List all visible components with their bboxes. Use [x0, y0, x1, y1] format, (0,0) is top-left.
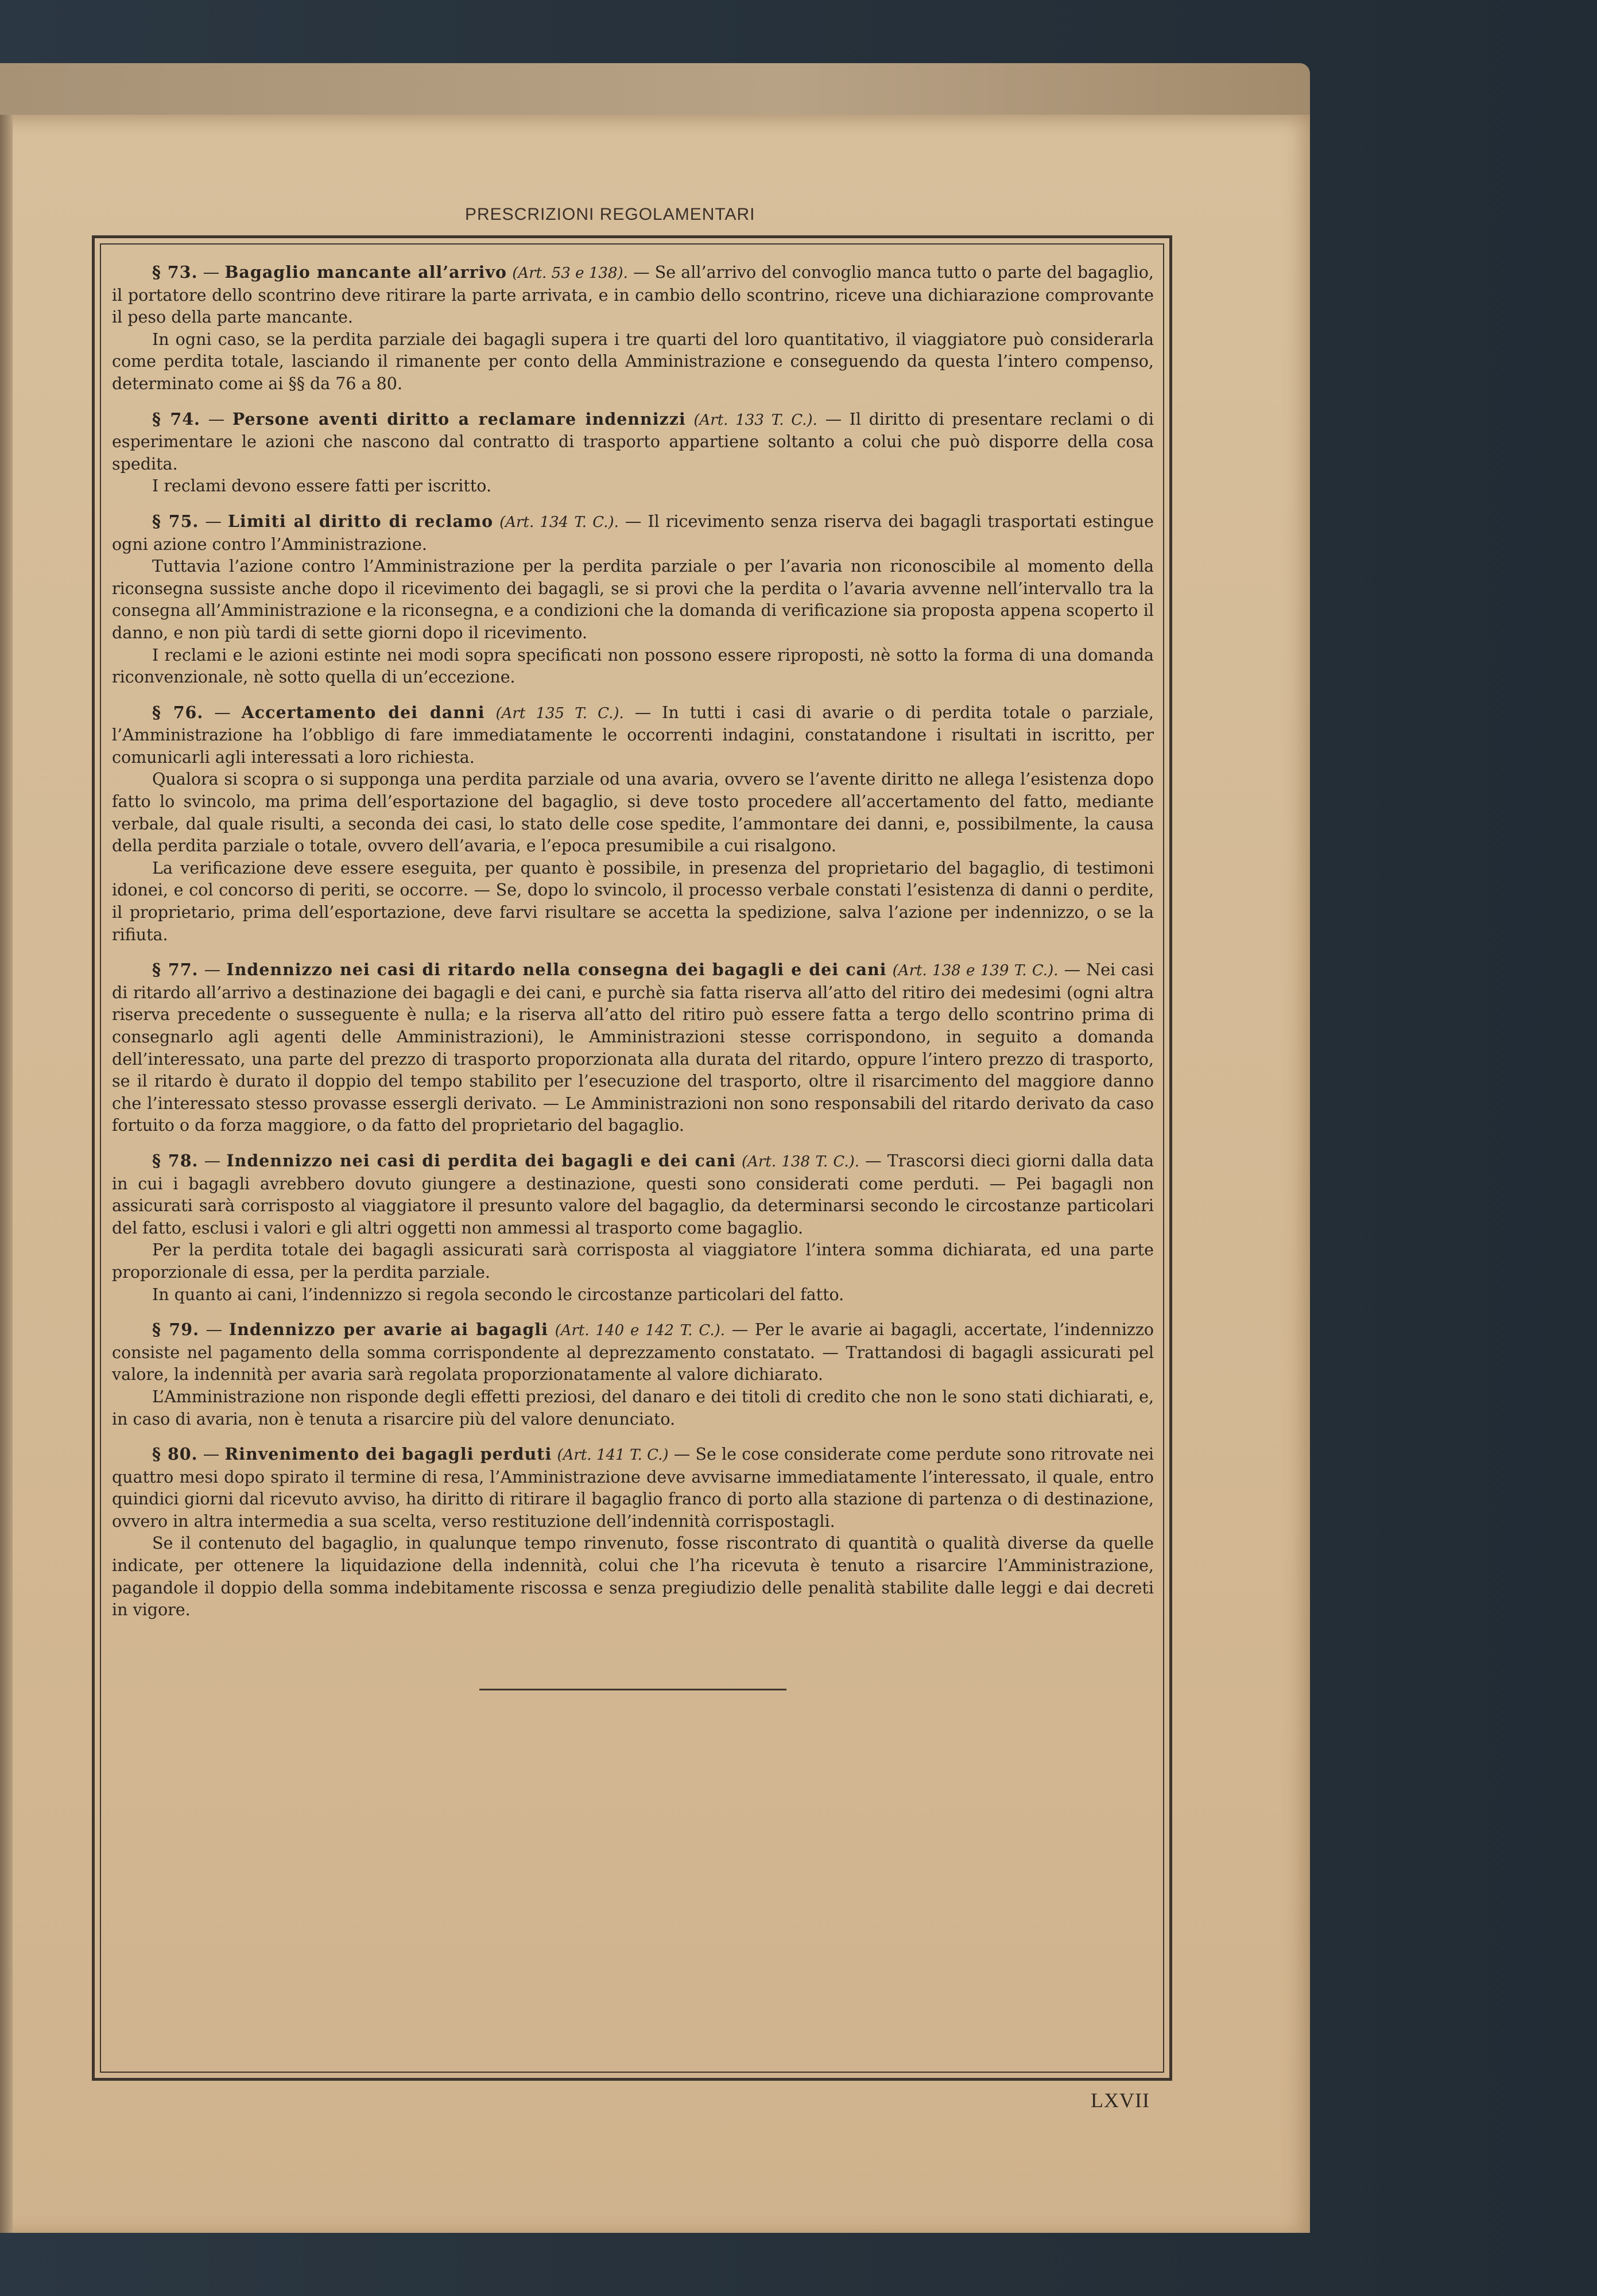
section-number: § 74. [152, 409, 200, 429]
section-heading: Indennizzo per avarie ai bagagli [228, 1320, 548, 1340]
paragraph-text: — Il ricevimento senza riserva dei bagagli trasportati estingue ogni azione contro l’Amministrazione. [112, 511, 1154, 554]
section-first-paragraph: § 76. — Accertamento dei danni (Art 135 T. C.). — In tutti i casi di avarie o di perdita totale o parziale, l’Amministrazione ha l’obbligo di fare immediatamente le occorrenti indagini, constatandone i risultati in iscritto, per comunicarli agli interessati a loro richiesta. [112, 702, 1154, 767]
paragraph-text: — Per le avarie ai bagagli, accertate, l’indennizzo consiste nel pagamento della somma corrispondente al deprezzamento constatato. — Trattandosi di bagagli assicurati pel valore, la indennità per avaria sarà regolata proporzionatamente al valore dichiarato. [112, 1320, 1154, 1384]
section-paragraph [112, 556, 1154, 644]
section [112, 701, 1154, 947]
paragraph-text: — Se le cose considerate come perdute sono ritrovate nei quattro mesi dopo spirato il termine di resa, l’Amministrazione deve avvisarne immediatamente l’interessato, il quale, entro quindici giorni dal ricevuto avviso, ha diritto di ritirare il bagaglio franco di porto alla stazione di partenza o di destinazione, ovvero in altra intermedia a sua scelta, verso restituzione dell’indennità corrispostagli. [112, 1445, 1154, 1531]
running-head: PRESCRIZIONI REGOLAMENTARI [465, 205, 755, 224]
section-paragraph [112, 1284, 1154, 1306]
section-paragraph [112, 645, 1154, 689]
article-reference: (Art. 53 e 138). [512, 265, 628, 282]
section-heading: Rinvenimento dei bagagli perduti [224, 1444, 552, 1464]
paragraph-text: I reclami devono essere fatti per iscritto. [152, 476, 492, 496]
section-first-paragraph: § 75. — Limiti al diritto di reclamo (Art. 134 T. C.). — Il ricevimento senza riserva dei bagagli trasportati estingue ogni azione contro l’Amministrazione. [112, 511, 1154, 554]
end-rule [479, 1689, 786, 1690]
section [112, 408, 1154, 498]
section-number: § 76. [152, 702, 204, 722]
paragraph-text: In quanto ai cani, l’indennizzo si regola secondo le circostanze particolari del fatto. [152, 1285, 844, 1304]
paragraph-text: Se il contenuto del bagaglio, in qualunque tempo rinvenuto, fosse riscontrato di quantità o qualità diverse da quelle indicate, per ottenere la liquidazione della indennità, colui che l’ha ricevuta è tenuto a risarcire l’Amministrazione, pagandole il doppio della somma indebitamente riscossa e senza pregiudizio delle penalità stabilite dalle leggi e dai decreti in vigore. [112, 1534, 1154, 1620]
section-number: § 79. [152, 1320, 200, 1340]
article-reference: (Art 135 T. C.). [495, 704, 624, 722]
paragraph-text: Per la perdita totale dei bagagli assicurati sarà corrisposta al viaggiatore l’intera somma dichiarata, ed una parte proporzionale di essa, per la perdita parziale. [112, 1240, 1154, 1282]
section-number: § 77. [152, 960, 199, 980]
section-heading: Persone aventi diritto a reclamare indennizzi [232, 409, 686, 429]
section [112, 1318, 1154, 1430]
section-number: § 80. [152, 1444, 198, 1464]
section [112, 1443, 1154, 1622]
section-first-paragraph: § 73. — Bagaglio mancante all’arrivo (Art. 53 e 138). — Se all’arrivo del convoglio manca tutto o parte del bagaglio, il portatore dello scontrino deve ritirare la parte arrivata, e in cambio dello scontrino, riceve una dichiarazione comprovante il peso della parte mancante. [112, 262, 1154, 327]
section-paragraph [112, 1533, 1154, 1621]
section-first-paragraph: § 77. — Indennizzo nei casi di ritardo nella consegna dei bagagli e dei cani (Art. 138 e 139 T. C.). — Nei casi di ritardo all’arrivo a destinazione dei bagagli e dei cani, e purchè sia fatta riserva all’atto del ritiro dei medesimi (ogni altra riserva precedente o susseguente è nulla; e la riserva all’atto del ritiro può essere fatta a tergo dello scontrino prima di consegnarlo agli agenti delle Amministrazioni), le Amministrazioni stesse corrispondono, in seguito a domanda dell’interessato, una parte del prezzo di trasporto proporzionata alla durata del ritardo, oppure l’intero prezzo di trasporto, se il ritardo è durato il doppio del tempo stabilito per l’esecuzione del trasporto, oltre il risarcimento del maggiore danno che l’interessato stesso provasse essergli derivato. — Le Amministrazioni non sono responsabili del ritardo derivato da caso fortuito o da forza maggiore, o da fatto del proprietario del bagaglio. [112, 960, 1154, 1135]
section-paragraph [112, 1239, 1154, 1283]
paragraph-text: — Se all’arrivo del convoglio manca tutto o parte del bagaglio, il portatore dello scontrino deve ritirare la parte arrivata, e in cambio dello scontrino, riceve una dichiarazione comprovante il peso della parte mancante. [112, 263, 1154, 327]
section-number: § 75. [152, 511, 199, 531]
section-number: § 73. [152, 262, 198, 282]
paragraph-text: — Nei casi di ritardo all’arrivo a destinazione dei bagagli e dei cani, e purchè sia fatta riserva all’atto del ritiro dei medesimi (ogni altra riserva precedente o susseguente è nulla; e la riserva all’atto del ritiro può essere fatta a tergo dello scontrino prima di consegnarlo agli agenti delle Amministrazioni), le Amministrazioni stesse corrispondono, in seguito a domanda dell’interessato, una parte del prezzo di trasporto proporzionata alla durata del ritardo, oppure l’intero prezzo di trasporto, se il ritardo è durato il doppio del tempo stabilito per l’esecuzione del trasporto, oltre il risarcimento del maggiore danno che l’interessato stesso provasse essergli derivato. — Le Amministrazioni non sono responsabili del ritardo derivato da caso fortuito o da forza maggiore, o da fatto del proprietario del bagaglio. [112, 960, 1154, 1135]
article-reference: (Art. 133 T. C.). [693, 411, 817, 429]
section-heading: Indennizzo nei casi di perdita dei bagagli e dei cani [226, 1150, 736, 1170]
section-heading: Indennizzo nei casi di ritardo nella consegna dei bagagli e dei cani [226, 960, 887, 980]
article-reference: (Art. 134 T. C.). [499, 513, 619, 531]
paragraph-text: L’Amministrazione non risponde degli effetti preziosi, del danaro e dei titoli di credito che non le sono stati dichiarati, e, in caso di avaria, non è tenuta a risarcire più del valore denunciato. [112, 1387, 1154, 1429]
page-number: LXVII [1091, 2089, 1150, 2112]
section [112, 261, 1154, 395]
page-gutter [0, 115, 13, 2233]
section-first-paragraph: § 78. — Indennizzo nei casi di perdita dei bagagli e dei cani (Art. 138 T. C.). — Trascorsi dieci giorni dalla data in cui i bagagli avrebbero dovuto giungere a destinazione, questi sono considerati come perduti. — Pei bagagli non assicurati sarà corrisposto al viaggiatore il presunto valore del bagaglio, da determinarsi secondo le circostanze particolari del fatto, esclusi i valori e gli altri oggetti non ammessi al trasporto come bagaglio. [112, 1150, 1154, 1238]
paragraph-text: La verificazione deve essere eseguita, per quanto è possibile, in presenza del proprietario del bagaglio, di testimoni idonei, e col concorso di periti, se occorre. — Se, dopo lo svincolo, il processo verbale constati l’esistenza di danni o perdite, il proprietario, prima dell’esportazione, deve farvi risultare se accetta la spedizione, salva l’azione per indennizzo, o se la rifiuta. [112, 858, 1154, 944]
paragraph-text: In ogni caso, se la perdita parziale dei bagagli supera i tre quarti del loro quantitativo, il viaggiatore può considerarla come perdita totale, lasciando il rimanente per conto della Amministrazione e conseguendo da questa l’intero compenso, determinato come ai §§ da 76 a 80. [112, 329, 1154, 393]
section-paragraph [112, 1386, 1154, 1430]
section-paragraph [112, 858, 1154, 946]
section-number: § 78. [152, 1150, 199, 1170]
article-reference: (Art. 141 T. C.) [557, 1446, 669, 1464]
section [112, 1150, 1154, 1306]
section-heading: Bagaglio mancante all’arrivo [224, 262, 507, 282]
section-first-paragraph: § 79. — Indennizzo per avarie ai bagagli (Art. 140 e 142 T. C.). — Per le avarie ai bagagli, accertate, l’indennizzo consiste nel pagamento della somma corrispondente al deprezzamento constatato. — Trattandosi di bagagli assicurati pel valore, la indennità per avaria sarà regolata proporzionatamente al valore dichiarato. [112, 1320, 1154, 1384]
article-reference: (Art. 140 e 142 T. C.). [555, 1322, 726, 1340]
section-paragraph [112, 475, 1154, 498]
paragraph-text: — Il diritto di presentare reclami o di esperimentare le azioni che nascono dal contratto di trasporto appartiene soltanto a colui che può disporre della cosa spedita. [112, 409, 1154, 474]
paragraph-text: — Trascorsi dieci giorni dalla data in cui i bagagli avrebbero dovuto giungere a destinazione, questi sono considerati come perduti. — Pei bagagli non assicurati sarà corrisposto al viaggiatore il presunto valore del bagaglio, da determinarsi secondo le circostanze particolari del fatto, esclusi i valori e gli altri oggetti non ammessi al trasporto come bagaglio. [112, 1151, 1154, 1238]
section-first-paragraph: § 74. — Persone aventi diritto a reclamare indennizzi (Art. 133 T. C.). — Il diritto di presentare reclami o di esperimentare le azioni che nascono dal contratto di trasporto appartiene soltanto a colui che può disporre della cosa spedita. [112, 409, 1154, 474]
section-first-paragraph: § 80. — Rinvenimento dei bagagli perduti (Art. 141 T. C.) — Se le cose considerate come perdute sono ritrovate nei quattro mesi dopo spirato il termine di resa, l’Amministrazione deve avvisarne immediatamente l’interessato, il quale, entro quindici giorni dal ricevuto avviso, ha diritto di ritirare il bagaglio franco di porto alla stazione di partenza o di destinazione, ovvero in altra intermedia a sua scelta, verso restituzione dell’indennità corrispostagli. [112, 1444, 1154, 1531]
section [112, 959, 1154, 1137]
paragraph-text: I reclami e le azioni estinte nei modi sopra specificati non possono essere riproposti, nè sotto la forma di una domanda riconvenzionale, nè sotto quella di un’eccezione. [112, 645, 1154, 687]
paragraph-text: Tuttavia l’azione contro l’Amministrazione per la perdita parziale o per l’avaria non riconoscibile al momento della riconsegna sussiste anche dopo il ricevimento dei bagagli, se si provi che la perdita o l’avaria avvenne nell’intervallo tra la consegna all’Amministrazione e la riconsegna, e a condizioni che la domanda di verificazione sia proposta appena scoperto il danno, e non più tardi di sette giorni dopo il ricevimento. [112, 557, 1154, 642]
paragraph-text: — In tutti i casi di avarie o di perdita totale o parziale, l’Amministrazione ha l’obbligo di fare immediatamente le occorrenti indagini, constatandone i risultati in iscritto, per comunicarli agli interessati a loro richiesta. [112, 703, 1154, 767]
section-heading: Limiti al diritto di reclamo [227, 511, 494, 531]
regulations-text [112, 261, 1154, 1622]
section-paragraph [112, 769, 1154, 857]
article-reference: (Art. 138 T. C.). [742, 1153, 860, 1170]
article-reference: (Art. 138 e 139 T. C.). [892, 962, 1059, 980]
section-paragraph [112, 329, 1154, 395]
paragraph-text: Qualora si scopra o si supponga una perdita parziale od una avaria, ovvero se l’avente diritto ne allega l’esistenza dopo fatto lo svincolo, ma prima dell’esportazione del bagaglio, si deve tosto procedere all’accertamento del fatto, mediante verbale, dal quale risulti, a seconda dei casi, lo stato delle cose spedite, l’ammontare dei danni, e, possibilmente, la causa della perdita parziale o totale, ovvero dell’avaria, e l’epoca presumibile a cui risalgono. [112, 770, 1154, 856]
section [112, 510, 1154, 689]
section-heading: Accertamento dei danni [241, 702, 485, 722]
